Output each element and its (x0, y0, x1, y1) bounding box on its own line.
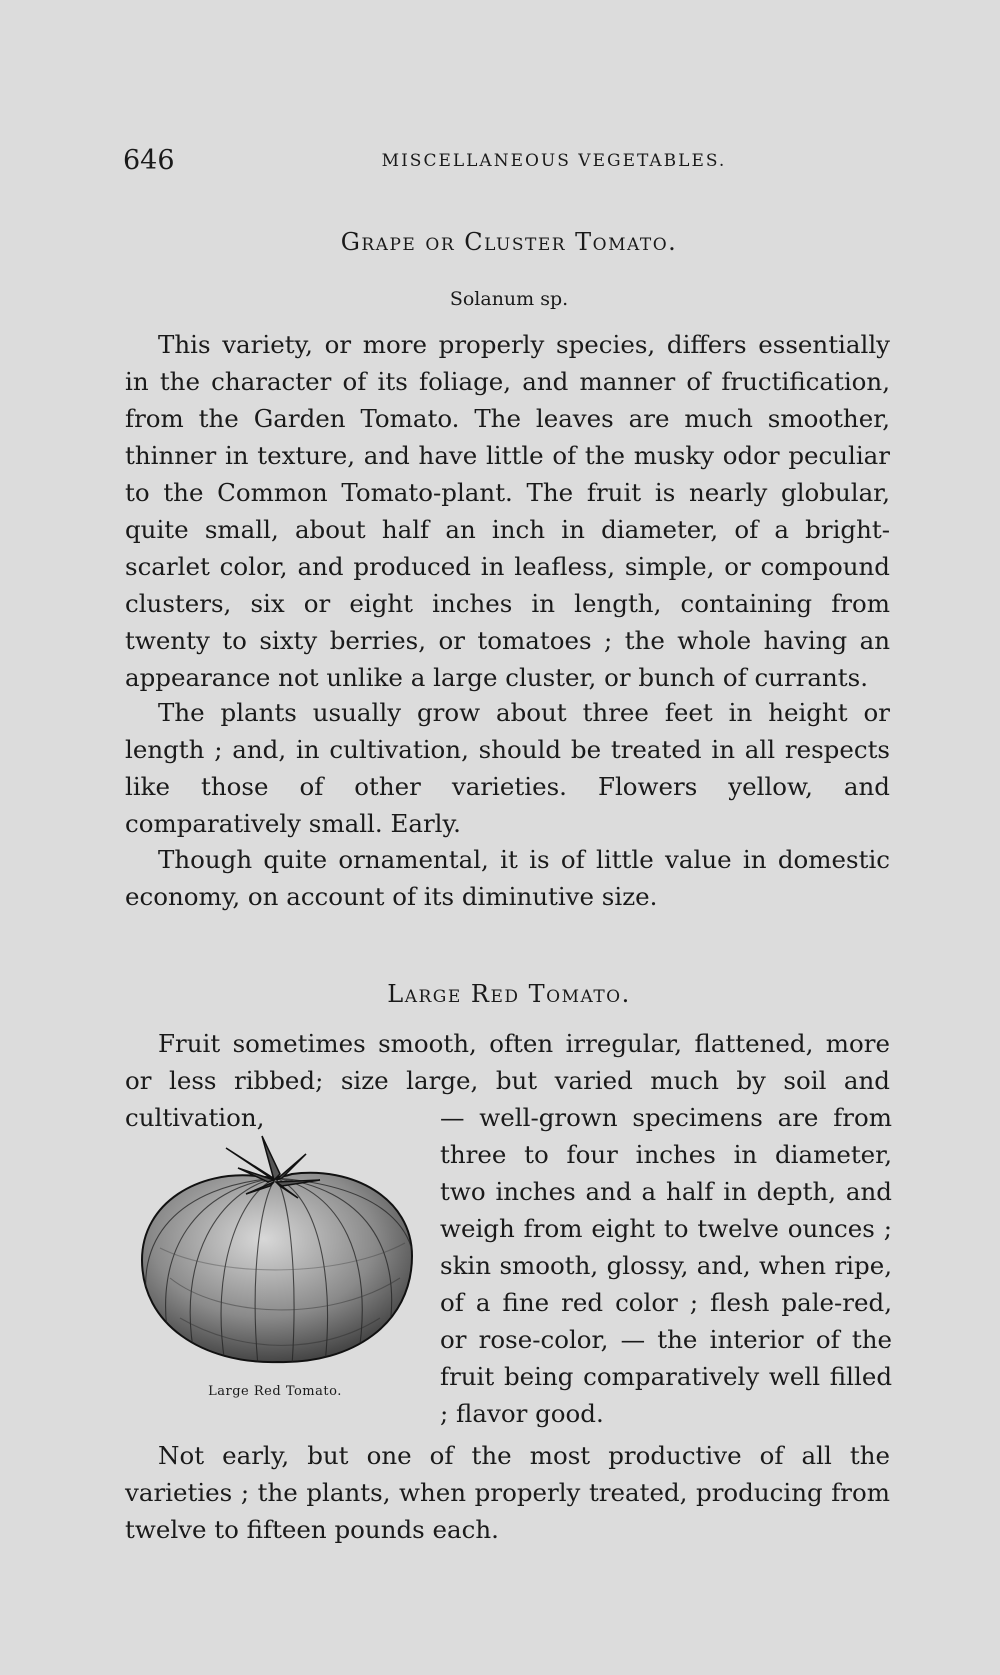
paragraph-red-intro: Fruit sometimes smooth, often irregular, flattened, more or less ribbed; size large, but varied much by soil and cultivation, (125, 1029, 890, 1132)
section-title-large-red-tomato: Large Red Tomato. (387, 980, 631, 1008)
paragraph-grape-description: This variety, or more properly species, differs essentially in the character of its foliage, and manner of fructification, from the Garden Tomato. The leaves are much smoother, thinner in texture, and have little of the musky odor peculiar to the Common Tomato-plant. The fruit is nearly globular, quite small, about half an inch in diameter, of a bright-scarlet color, and produced in leafless, simple, or compound clusters, six or eight inches in length, containing from twenty to sixty berries, or tomatoes ; the whole having an appearance not unlike a large cluster, or bunch of currants. (125, 330, 890, 692)
paragraph-grape-cultivation: The plants usually grow about three feet in height or length ; and, in cultivation, should be treated in all respects like those of other varieties. Flowers yellow, and comparatively small. Early. (125, 698, 890, 838)
running-title: MISCELLANEOUS VEGETABLES. (381, 151, 727, 171)
species-name: Solanum sp. (449, 288, 569, 310)
paragraph-red-productivity: Not early, but one of the most productive of all the varieties ; the plants, when properly treated, producing from twelve to fifteen pounds each. (125, 1441, 890, 1544)
paragraph-grape-value: Though quite ornamental, it is of little value in domestic economy, on account of its diminutive size. (125, 845, 890, 911)
figure-caption: Large Red Tomato. (208, 1384, 342, 1399)
page-header (123, 145, 895, 179)
section-title-grape-tomato: Grape or Cluster Tomato. (340, 228, 678, 256)
paragraph-red-description: — well-grown specimens are from three to four inches in diameter, two inches and a half in depth, and weigh from eight to twelve ounces ; skin smooth, glossy, and, when ripe, of a fine red color ; flesh pale-red, or rose-color, — the interior of the fruit being comparatively well filled ; flavor good. (440, 1103, 892, 1428)
page-number: 646 (123, 145, 175, 176)
tomato-illustration (130, 1128, 420, 1418)
